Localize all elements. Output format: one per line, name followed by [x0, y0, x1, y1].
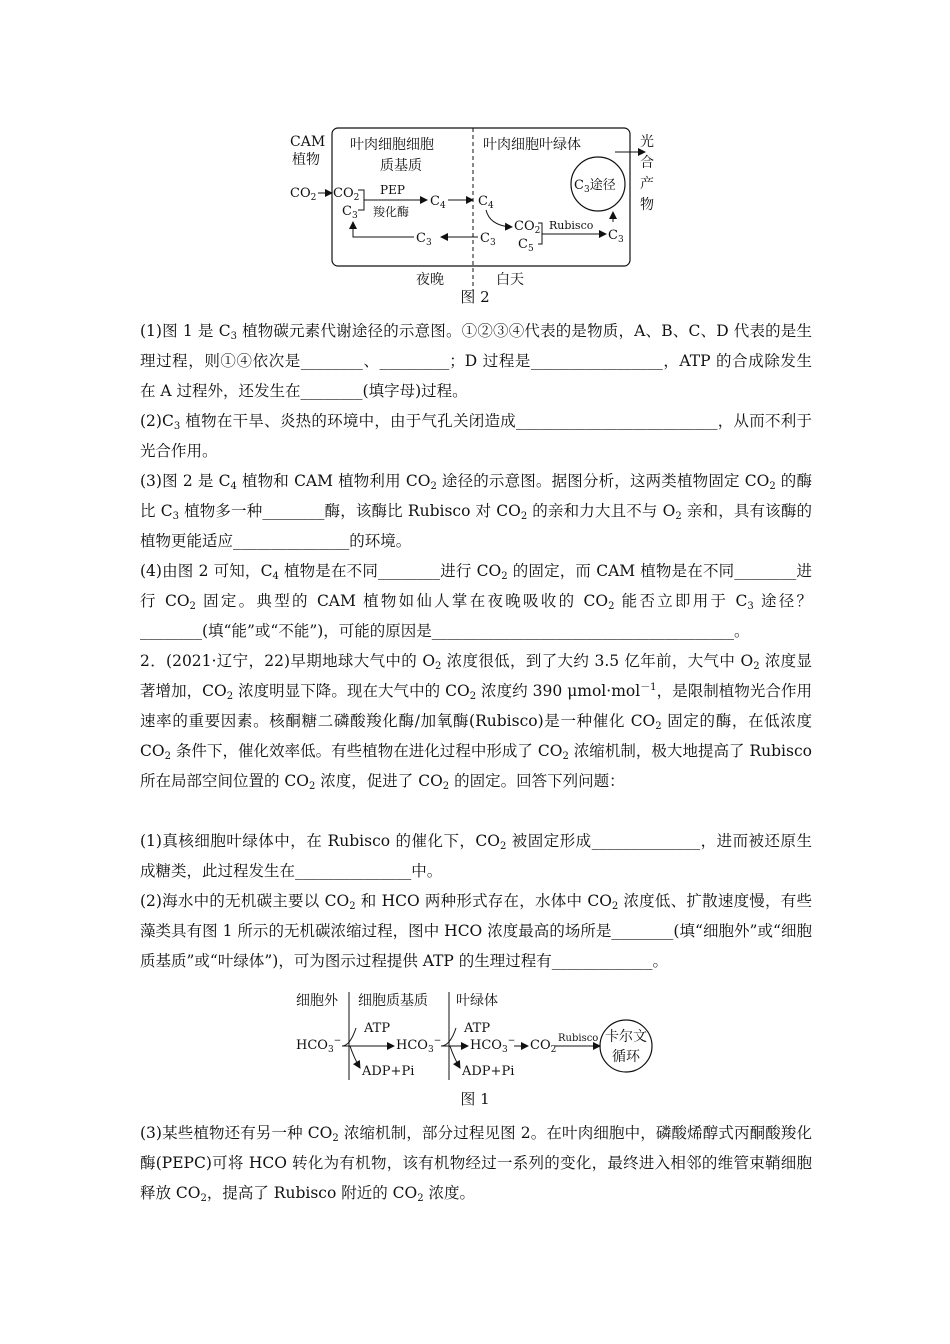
night-label: 夜晚	[416, 272, 444, 288]
co2-label: $CO_2$	[333, 186, 360, 203]
atp-label: ATP	[464, 1021, 491, 1036]
question-1-part-4: (4)由图 2 可知，$C_4$ 植物是在不同________进行 $CO_2$ 的固定，而 CAM 植物是在不同________进行 $CO_2$ 固定。典型的 CAM 植物如仙人掌在夜晚吸收的 $CO_2$ 能否立即用于 $C_3$ 途径？________(填“能”或“不能”)，可能的原因是_______________________________________。	[140, 562, 812, 640]
co2-label: $CO_2$	[514, 219, 541, 236]
compartment-label: 叶肉细胞细胞	[350, 137, 434, 153]
figure-caption: 图 2	[460, 288, 490, 306]
product-label: 光	[640, 134, 654, 150]
c4-label: $C_4$	[430, 194, 446, 211]
hco3-label: $HCO_3^-$	[296, 1036, 342, 1055]
enzyme-label: PEP	[380, 183, 405, 197]
atp-label: ATP	[364, 1021, 391, 1036]
compartment-label: 叶肉细胞叶绿体	[483, 137, 581, 153]
c3-label: $C_3$	[416, 231, 432, 248]
product-label: 合	[640, 155, 654, 171]
c4-label: $C_4$	[478, 194, 494, 211]
rubisco-label: Rubisco	[549, 219, 594, 232]
co2-label: $CO_2$	[290, 186, 317, 203]
c3-label: $C_3$	[342, 204, 358, 221]
product-label: 产	[640, 176, 654, 192]
cam-pathway-diagram	[280, 118, 680, 290]
ccm-diagram	[290, 986, 670, 1088]
hco3-label: $HCO_3^-$	[396, 1036, 442, 1055]
c3-label: $C_3$	[480, 231, 496, 248]
product-label: 物	[640, 197, 654, 213]
hco3-label: $HCO_3^-$	[470, 1036, 516, 1055]
calvin-cycle-label: 循环	[612, 1049, 640, 1065]
question-1-part-1: (1)图 1 是 $C_3$ 植物碳元素代谢途径的示意图。①②③④代表的是物质，A、B、C、D 代表的是生理过程，则①④依次是________、_________；D 过程是_________________，ATP 的合成除发生在 A 过程外，还发生在________(填字母)过程。	[140, 322, 812, 400]
compartment-label: 质基质	[380, 158, 422, 174]
rubisco-label: Rubisco	[558, 1033, 599, 1044]
adp-label: ADP+Pi	[362, 1064, 415, 1079]
question-2-part-3: (3)某些植物还有另一种 $CO_2$ 浓缩机制，部分过程见图 2。在叶肉细胞中，磷酸烯醇式丙酮酸羧化酶(PEPC)可将 HCO 转化为有机物，该有机物经过一系列的变化，最终进入相邻的维管束鞘细胞释放 $CO_2$，提高了 Rubisco 附近的 $CO_2$ 浓度。	[140, 1124, 813, 1204]
c5-label: $C_5$	[518, 237, 534, 254]
question-2-stem: 2．(2021·辽宁，22)早期地球大气中的 $O_2$ 浓度很低，到了大约 3.5 亿年前，大气中 $O_2$ 浓度显著增加，$CO_2$ 浓度明显下降。现在大气中的 $CO_2$ 浓度约 390 μmol·mol$^{-1}$，是限制植物光合作用速率的重要因素。核酮糖二磷酸羧化酶/加氧酶(Rubisco)是一种催化 $CO_2$ 固定的酶，在低浓度 $CO_2$ 条件下，催化效率低。有些植物在进化过程中形成了 $CO_2$ 浓缩机制，极大地提高了 Rubisco 所在局部空间位置的 $CO_2$ 浓度，促进了 $CO_2$ 的固定。回答下列问题：	[140, 652, 812, 792]
question-2-part-2: (2)海水中的无机碳主要以 $CO_2$ 和 HCO 两种形式存在，水体中 $CO_2$ 浓度低、扩散速度慢，有些藻类具有图 1 所示的无机碳浓缩过程，图中 HCO 浓度最高的场所是________(填“细胞外”或“细胞质基质”或“叶绿体”)，可为图示过程提供 ATP 的生理过程有_____________。	[140, 892, 812, 970]
c3-label: $C_3$	[608, 228, 624, 245]
header-cytoplasm: 细胞质基质	[358, 993, 428, 1009]
question-1-part-2: $(2)C_3$ 植物在干旱、炎热的环境中，由于气孔关闭造成__________________________，从而不利于光合作用。	[140, 412, 812, 460]
question-2-part-1: (1)真核细胞叶绿体中，在 Rubisco 的催化下，$CO_2$ 被固定形成______________，进而被还原生成糖类，此过程发生在_______________中。	[140, 832, 812, 880]
enzyme-label: 羧化酶	[373, 205, 410, 219]
day-label: 白天	[496, 272, 524, 288]
adp-label: ADP+Pi	[462, 1064, 515, 1079]
header-outside: 细胞外	[296, 993, 338, 1009]
question-1-part-3: (3)图 2 是 $C_4$ 植物和 CAM 植物利用 $CO_2$ 途径的示意图。据图分析，这两类植物固定 $CO_2$ 的酶比 $C_3$ 植物多一种________酶，该酶比 Rubisco 对 $CO_2$ 的亲和力大且不与 $O_2$ 亲和，具有该酶的植物更能适应_______________的环境。	[140, 472, 812, 550]
plant-label: CAM	[290, 134, 326, 150]
co2-label: $CO_2$	[530, 1038, 557, 1055]
plant-label: 植物	[292, 152, 320, 168]
calvin-cycle-label: 卡尔文	[605, 1029, 647, 1045]
c3-pathway-label: $C_3$途径	[574, 178, 616, 195]
figure-caption: 图 1	[460, 1090, 490, 1108]
header-chloroplast: 叶绿体	[456, 993, 498, 1009]
